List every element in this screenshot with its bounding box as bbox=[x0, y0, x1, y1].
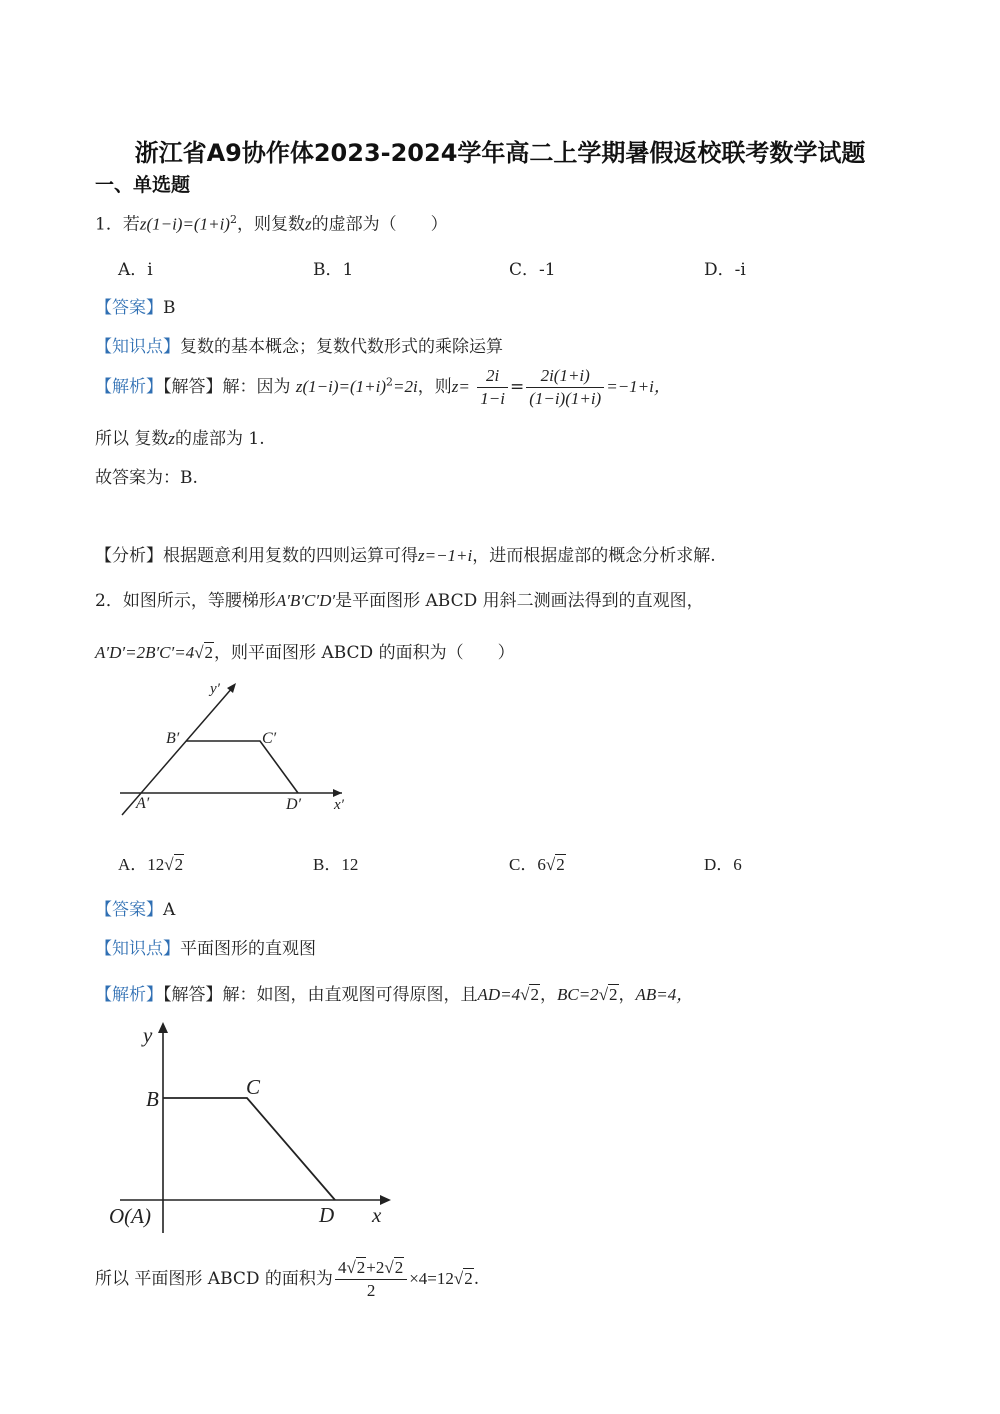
label-c-prime: C′ bbox=[262, 730, 277, 747]
figure-edges bbox=[163, 1098, 335, 1200]
q2-kp-tag: 【知识点】 bbox=[95, 939, 180, 959]
q1-analysis-then: ，则 bbox=[417, 377, 452, 397]
q2-stem-line1 bbox=[95, 589, 704, 613]
label-origin: O(A) bbox=[109, 1204, 151, 1228]
q2-option-a-prefix: A．12 bbox=[118, 855, 165, 874]
q1-stem-end: 的虚部为（ ） bbox=[311, 214, 448, 235]
q2-answer bbox=[95, 898, 175, 922]
q1-fraction-1 bbox=[477, 365, 508, 410]
q2-area-end: . bbox=[473, 1269, 480, 1289]
q1-stem-num: 1．若 bbox=[95, 214, 140, 235]
label-d: D bbox=[319, 1203, 335, 1227]
q2-option-c-sqrt: √2 bbox=[545, 855, 565, 874]
q1-analysis-tag: 【解析】 bbox=[95, 377, 163, 397]
q1-fenxi-math: z=−1+i bbox=[418, 546, 473, 565]
q2-answer-tag: 【答案】 bbox=[95, 900, 163, 920]
label-c: C bbox=[246, 1075, 261, 1099]
label-b: B bbox=[146, 1087, 159, 1111]
q1-option-d: D．-i bbox=[704, 260, 746, 280]
q1-knowledge bbox=[95, 335, 503, 359]
q2-option-a-sqrt: √2 bbox=[164, 855, 184, 874]
label-x-prime: x′ bbox=[334, 797, 344, 813]
q2-option-c bbox=[509, 850, 566, 875]
q1-analysis: 【解析】【解答】解：因为 $z(1-i)=(1+i)^2=2i$，则z= $\frac{2i}{1-i}$ = $\frac{2i(1+i)}{(1-i)(1+i)}$ =−1+i， bbox=[95, 366, 671, 408]
q2-area-num-sqrt-2: √2 bbox=[384, 1258, 404, 1277]
page-title: 浙江省A9协作体2023-2024学年高二上学期暑假返校联考数学试题 bbox=[134, 139, 866, 167]
q1-option-b: B．1 bbox=[313, 260, 354, 280]
q1-conclusion: 故答案为：B. bbox=[95, 468, 198, 488]
q1-analysis-math1: z(1−i)=(1+i) bbox=[295, 377, 387, 396]
q1-kp-tag: 【知识点】 bbox=[95, 337, 180, 357]
q2-option-c-prefix: C．6 bbox=[509, 855, 546, 874]
x-prime-arrow bbox=[333, 789, 342, 797]
q1-so-tail: 的虚部为 1. bbox=[175, 429, 265, 449]
q2-stem1-tail: 是平面图形 ABCD 用斜二测画法得到的直观图， bbox=[335, 591, 704, 611]
q1-stem-sup: 2 bbox=[229, 213, 237, 226]
q1-answer bbox=[95, 296, 176, 320]
oblique-trapezoid-figure bbox=[110, 675, 370, 825]
q1-frac2-den: (1−i)(1+i) bbox=[529, 389, 602, 408]
label-b-prime: B′ bbox=[166, 730, 180, 747]
label-x: x bbox=[372, 1203, 382, 1227]
label-d-prime: D′ bbox=[286, 796, 302, 813]
label-a-prime: A′ bbox=[136, 795, 150, 812]
q1-frac1-den: 1−i bbox=[480, 389, 505, 408]
q2-ad-sqrt: √2 bbox=[520, 985, 539, 1004]
q2-option-a bbox=[118, 850, 184, 875]
q2-area-sqrt: √2 bbox=[453, 1269, 473, 1288]
q2-ab: AB=4， bbox=[635, 985, 694, 1004]
x-axis-arrow bbox=[380, 1195, 391, 1205]
q2-area-num-a: 4 bbox=[337, 1258, 347, 1277]
q1-kp-text: 复数的基本概念；复数代数形式的乘除运算 bbox=[180, 337, 503, 357]
section-heading: 一、单选题 bbox=[95, 174, 191, 196]
q2-area-rad2: 2 bbox=[464, 1269, 473, 1288]
trapezoid-edges bbox=[186, 741, 298, 793]
original-figure bbox=[105, 1018, 405, 1240]
label-y-prime: y′ bbox=[210, 681, 220, 697]
q1-analysis-z: z= bbox=[451, 377, 470, 396]
q1-analysis-math2: =2i bbox=[393, 377, 418, 396]
q1-fraction-2 bbox=[526, 365, 604, 410]
q2-area-den: 2 bbox=[366, 1281, 376, 1300]
q2-area-num-b: +2 bbox=[366, 1258, 385, 1277]
q1-option-a: A．i bbox=[118, 260, 153, 280]
q2-answer-value: A bbox=[163, 900, 176, 920]
q1-analysis-sup: 2 bbox=[386, 375, 394, 389]
q2-stem1-math: A′B′C′D′ bbox=[275, 591, 336, 610]
q1-fenxi bbox=[95, 544, 716, 568]
q2-area-num-sqrt-1: √2 bbox=[346, 1258, 366, 1277]
q2-analysis: 【解析】【解答】解：如图，由直观图可得原图，且AD=4√2，BC=2√2，AB=4， bbox=[95, 985, 694, 1005]
q2-stem2-rad: 2 bbox=[204, 643, 214, 662]
q2-area-num-rad-2: 2 bbox=[394, 1258, 404, 1277]
q2-bc-rad: 2 bbox=[609, 985, 618, 1004]
q1-fenxi-tag: 【分析】 bbox=[95, 546, 163, 566]
q1-stem-math: z(1−i)=(1+i) bbox=[139, 214, 230, 234]
q1-stem-tail: ，则复数 bbox=[236, 214, 305, 235]
q2-option-b-prefix: B．12 bbox=[313, 855, 359, 874]
q1-so-z: z bbox=[168, 429, 176, 448]
q2-stem2-tail: ，则平面图形 ABCD 的面积为（ ） bbox=[214, 643, 515, 663]
q1-analysis-result: =−1+i， bbox=[606, 377, 671, 396]
q2-analysis-tag: 【解析】 bbox=[95, 985, 163, 1005]
q1-so bbox=[95, 427, 265, 451]
q2-area-tail: ×4=12 bbox=[409, 1269, 454, 1288]
q2-option-c-rad: 2 bbox=[556, 855, 565, 874]
q2-analysis-label: 【解答】解：如图，由直观图可得原图，且 bbox=[163, 985, 478, 1005]
q1-fenxi-tail: ，进而根据虚部的概念分析求解. bbox=[472, 546, 716, 566]
q1-frac1-num: 2i bbox=[477, 365, 508, 388]
q2-ad: AD=4 bbox=[477, 985, 521, 1004]
q2-bc-sqrt: √2 bbox=[598, 985, 618, 1004]
q2-option-d-prefix: D．6 bbox=[704, 855, 742, 874]
q1-so-text: 所以 复数 bbox=[95, 429, 169, 449]
q2-option-b bbox=[313, 850, 358, 875]
q2-area-fraction bbox=[335, 1257, 407, 1302]
q2-option-a-rad: 2 bbox=[174, 855, 184, 874]
q2-bc: BC=2 bbox=[556, 985, 599, 1004]
q2-area-result bbox=[95, 1257, 479, 1302]
q1-answer-value: B bbox=[163, 298, 176, 318]
q2-option-d bbox=[704, 850, 742, 875]
q2-area-num-rad-1: 2 bbox=[356, 1258, 366, 1277]
q1-stem bbox=[95, 208, 448, 237]
q2-kp-text: 平面图形的直观图 bbox=[180, 939, 316, 959]
q1-frac2-num: 2i(1+i) bbox=[526, 365, 604, 388]
q2-stem-line2 bbox=[95, 641, 515, 665]
q1-fenxi-text: 根据题意利用复数的四则运算可得 bbox=[163, 546, 418, 566]
q2-area-num bbox=[335, 1257, 407, 1280]
q2-stem2-math: A′D′=2B′C′=4 bbox=[95, 643, 195, 662]
q1-analysis-label: 【解答】解：因为 bbox=[163, 377, 291, 397]
q1-answer-tag: 【答案】 bbox=[95, 298, 163, 318]
y-axis-arrow bbox=[158, 1022, 168, 1033]
q2-knowledge bbox=[95, 937, 316, 961]
q2-ad-rad: 2 bbox=[530, 985, 539, 1004]
q2-stem2-sqrt: √2 bbox=[194, 643, 214, 662]
q1-option-c: C．-1 bbox=[509, 260, 556, 280]
q1-stem-z: z bbox=[304, 214, 312, 234]
label-y: y bbox=[143, 1023, 153, 1047]
q2-stem1: 2．如图所示，等腰梯形 bbox=[95, 591, 276, 611]
q2-area-text: 所以 平面图形 ABCD 的面积为 bbox=[95, 1269, 333, 1289]
